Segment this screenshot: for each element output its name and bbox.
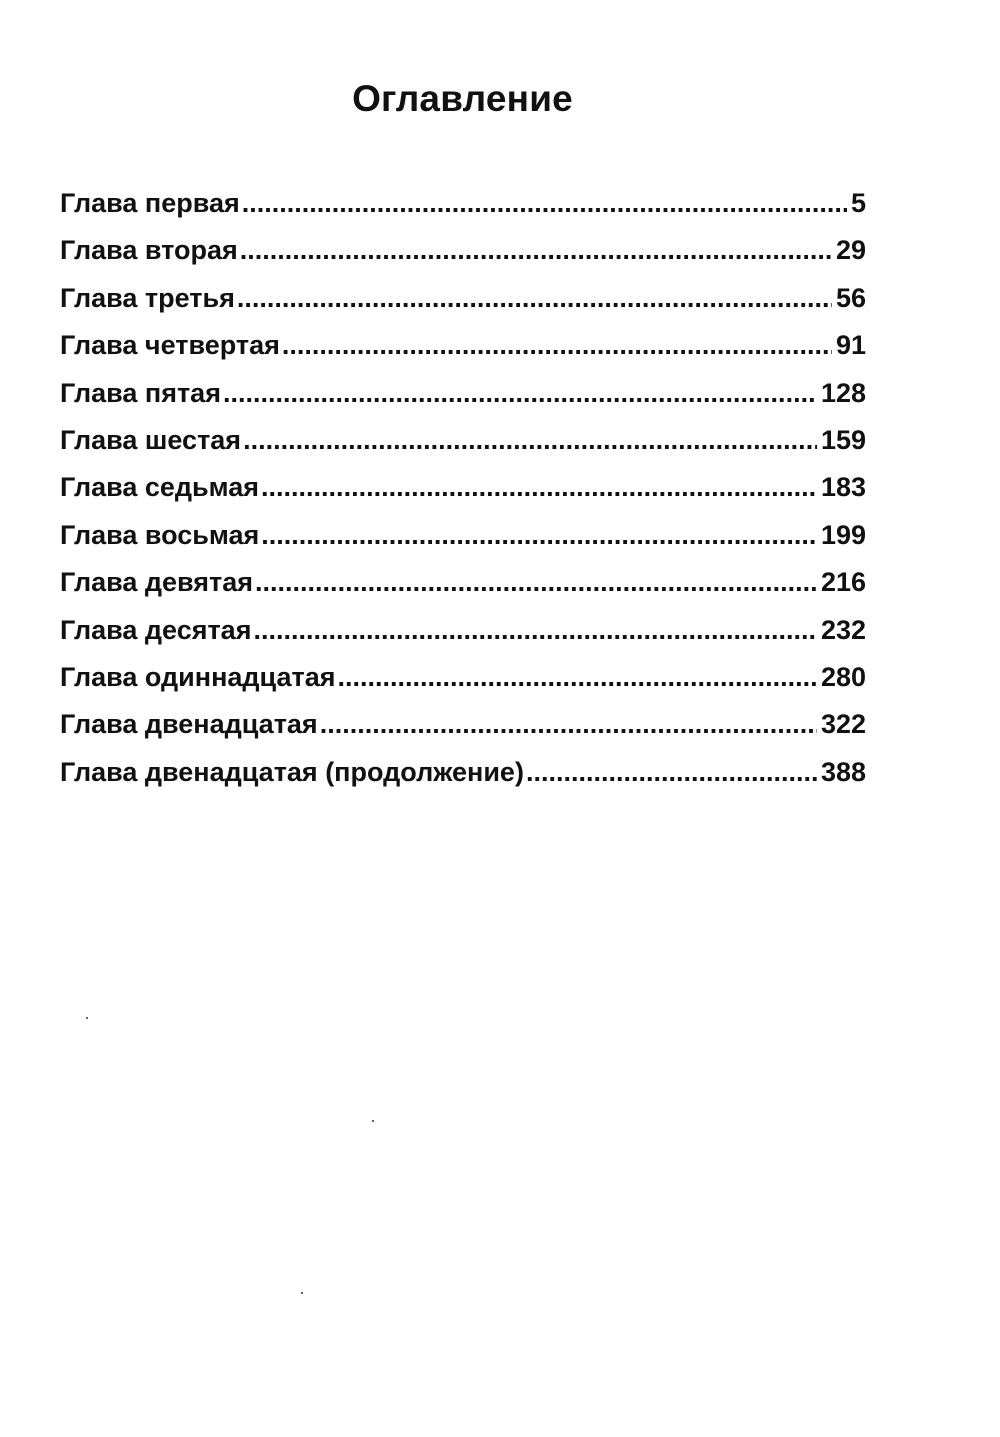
toc-entry-label: Глава двенадцатая [60,709,318,740]
scan-speck [372,1120,374,1122]
toc-entry[interactable] [60,520,866,567]
toc-entry[interactable] [60,472,866,519]
toc-entry-page: 29 [835,235,866,266]
toc-dot-leader [253,615,816,646]
toc-entry[interactable] [60,709,866,756]
toc-entry-page: 322 [820,709,866,740]
toc-entry[interactable] [60,378,866,425]
scan-speck [86,1017,88,1019]
toc-dot-leader [282,330,832,361]
toc-entry[interactable] [60,188,866,235]
toc-entry-page: 388 [820,756,866,787]
toc-entry[interactable] [60,330,866,377]
toc-entry-page: 128 [820,377,866,408]
toc-dot-leader [261,472,817,503]
toc-dot-leader [240,235,832,266]
toc-entry-page: 5 [850,188,866,218]
toc-entry-page: 216 [820,567,866,598]
toc-entry-label: Глава пятая [60,377,221,408]
toc-entry-page: 199 [820,519,866,550]
table-of-contents [60,188,866,804]
toc-entry-page: 280 [820,661,866,692]
toc-dot-leader [261,520,817,551]
toc-entry-label: Глава третья [60,282,235,313]
toc-entry-label: Глава шестая [60,424,242,455]
toc-dot-leader [255,567,817,598]
scan-speck [301,1292,303,1294]
toc-entry[interactable] [60,283,866,330]
toc-entry-label: Глава девятая [60,567,254,598]
toc-entry-label: Глава восьмая [60,519,260,550]
toc-dot-leader [223,378,817,409]
toc-dot-leader [320,709,817,740]
toc-entry-page: 232 [820,614,866,645]
toc-entry-label: Глава четвертая [60,330,280,361]
page-title: Оглавление [352,78,573,119]
toc-entry-label: Глава одиннадцатая [60,661,336,692]
toc-dot-leader [243,425,817,456]
toc-dot-leader [237,283,832,314]
toc-entry-label: Глава двенадцатая (продолжение) [60,756,524,787]
toc-dot-leader [526,757,817,788]
toc-entry-label: Глава вторая [60,235,238,266]
toc-entry-page: 91 [835,330,866,361]
toc-entry[interactable] [60,757,866,804]
toc-entry-label: Глава первая [60,188,240,218]
toc-entry-page: 159 [820,424,866,455]
toc-entry-page: 56 [835,282,866,313]
toc-entry[interactable] [60,662,866,709]
toc-dot-leader [337,662,816,693]
toc-dot-leader [242,188,847,219]
toc-entry[interactable] [60,235,866,282]
toc-entry-label: Глава седьмая [60,472,260,503]
toc-entry-label: Глава десятая [60,614,252,645]
toc-entry[interactable] [60,425,866,472]
toc-entry-page: 183 [820,472,866,503]
toc-entry[interactable] [60,567,866,614]
toc-entry[interactable] [60,615,866,662]
